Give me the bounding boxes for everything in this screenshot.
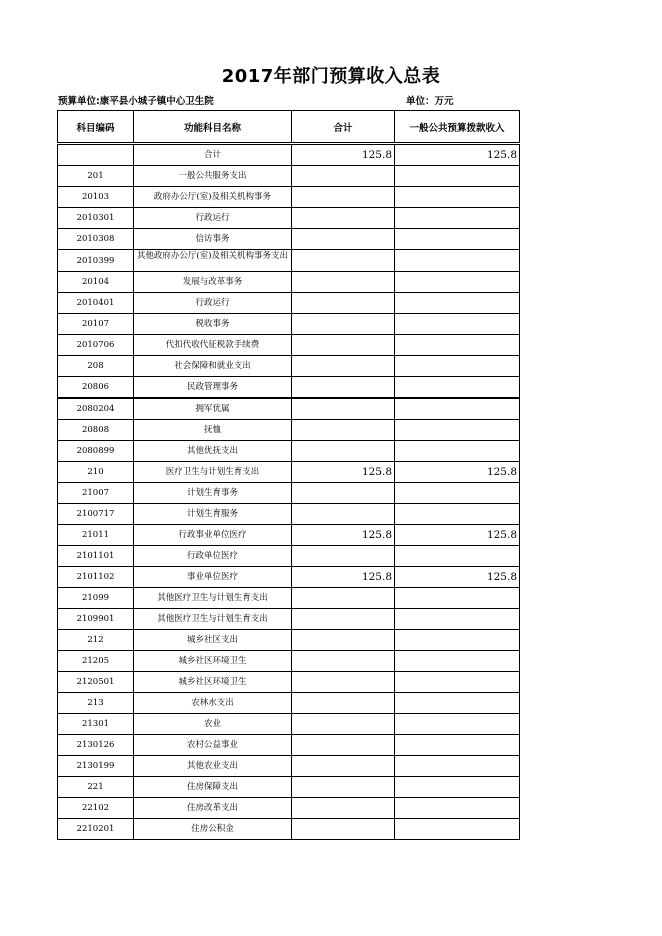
- row-name: 行政运行: [134, 208, 292, 229]
- row-total: 125.8: [292, 525, 395, 546]
- row-code: 2120501: [58, 672, 134, 693]
- row-general: [395, 293, 520, 314]
- row-code: 210: [58, 462, 134, 483]
- row-code: 208: [58, 356, 134, 377]
- row-general: 125.8: [395, 462, 520, 483]
- row-general: [395, 651, 520, 672]
- table-row: [58, 756, 520, 777]
- row-name: 一般公共服务支出: [134, 166, 292, 187]
- row-total: [292, 609, 395, 630]
- row-name: 信访事务: [134, 229, 292, 250]
- table-row: [58, 398, 520, 420]
- row-general: [395, 483, 520, 504]
- row-general: [395, 187, 520, 208]
- row-total: [292, 735, 395, 756]
- header-total: 合计: [292, 111, 395, 144]
- table-row: [58, 672, 520, 693]
- row-general: [395, 777, 520, 798]
- table-row: [58, 546, 520, 567]
- row-general: [395, 250, 520, 272]
- row-code: 2109901: [58, 609, 134, 630]
- header-name: 功能科目名称: [134, 111, 292, 144]
- row-general: [395, 672, 520, 693]
- row-name: 合计: [134, 144, 292, 166]
- row-code: 2010706: [58, 335, 134, 356]
- row-total: [292, 377, 395, 399]
- row-name: 农业: [134, 714, 292, 735]
- row-total: [292, 693, 395, 714]
- row-general: [395, 756, 520, 777]
- row-general: 125.8: [395, 567, 520, 588]
- table-row: [58, 798, 520, 819]
- row-name: 城乡社区环境卫生: [134, 651, 292, 672]
- row-total: [292, 714, 395, 735]
- table-row: [58, 609, 520, 630]
- row-name: 行政事业单位医疗: [134, 525, 292, 546]
- row-name: 行政单位医疗: [134, 546, 292, 567]
- row-general: [395, 819, 520, 840]
- row-general: [395, 588, 520, 609]
- table-row: [58, 630, 520, 651]
- row-code: 21099: [58, 588, 134, 609]
- table-row: [58, 693, 520, 714]
- table-row: [58, 166, 520, 187]
- row-general: [395, 735, 520, 756]
- budget-table: [57, 110, 520, 840]
- row-total: [292, 208, 395, 229]
- table-row: [58, 272, 520, 293]
- row-total: [292, 293, 395, 314]
- row-name: 住房公积金: [134, 819, 292, 840]
- row-name: 代扣代收代征税款手续费: [134, 335, 292, 356]
- row-general: [395, 420, 520, 441]
- row-name: 医疗卫生与计划生育支出: [134, 462, 292, 483]
- row-code: 20103: [58, 187, 134, 208]
- row-name: 农林水支出: [134, 693, 292, 714]
- row-general: [395, 714, 520, 735]
- row-total: [292, 335, 395, 356]
- row-code: 2130199: [58, 756, 134, 777]
- row-code: 21205: [58, 651, 134, 672]
- row-general: [395, 356, 520, 377]
- row-code: 2010399: [58, 250, 134, 272]
- row-code: 2080204: [58, 398, 134, 420]
- row-general: [395, 166, 520, 187]
- row-code: 221: [58, 777, 134, 798]
- row-total: 125.8: [292, 567, 395, 588]
- table-row: [58, 293, 520, 314]
- row-general: [395, 208, 520, 229]
- budget-unit-label: 预算单位:康平县小城子镇中心卫生院: [58, 96, 214, 107]
- row-name: 城乡社区环境卫生: [134, 672, 292, 693]
- row-code: 21301: [58, 714, 134, 735]
- row-name: 城乡社区支出: [134, 630, 292, 651]
- row-code: 2080899: [58, 441, 134, 462]
- row-general: [395, 546, 520, 567]
- row-general: [395, 693, 520, 714]
- row-total: 125.8: [292, 462, 395, 483]
- row-name: 计划生育服务: [134, 504, 292, 525]
- row-code: 20808: [58, 420, 134, 441]
- row-general: [395, 314, 520, 335]
- table-row: [58, 651, 520, 672]
- table-row: [58, 504, 520, 525]
- row-total: [292, 250, 395, 272]
- row-code: 213: [58, 693, 134, 714]
- table-row: [58, 420, 520, 441]
- row-code: 20806: [58, 377, 134, 399]
- row-name: 税收事务: [134, 314, 292, 335]
- row-name: 其他医疗卫生与计划生育支出: [134, 609, 292, 630]
- row-name: 农村公益事业: [134, 735, 292, 756]
- row-general: [395, 504, 520, 525]
- row-name: 其他政府办公厅(室)及相关机构事务支出: [134, 250, 292, 272]
- row-name: 计划生育事务: [134, 483, 292, 504]
- row-name: 发展与改革事务: [134, 272, 292, 293]
- row-total: [292, 777, 395, 798]
- row-code: 21007: [58, 483, 134, 504]
- row-general: 125.8: [395, 144, 520, 166]
- row-code: 20104: [58, 272, 134, 293]
- row-code: 2101102: [58, 567, 134, 588]
- row-general: [395, 798, 520, 819]
- row-code: 2010401: [58, 293, 134, 314]
- header-code: 科目编码: [58, 111, 134, 144]
- table-row: [58, 525, 520, 546]
- table-row: [58, 462, 520, 483]
- row-name: 民政管理事务: [134, 377, 292, 399]
- row-name: 事业单位医疗: [134, 567, 292, 588]
- row-total: [292, 819, 395, 840]
- row-total: [292, 651, 395, 672]
- row-code: 2010301: [58, 208, 134, 229]
- row-general: [395, 229, 520, 250]
- table-body: [58, 144, 520, 840]
- table-row: [58, 335, 520, 356]
- table-row: [58, 567, 520, 588]
- row-code: 20107: [58, 314, 134, 335]
- table-row: [58, 714, 520, 735]
- row-total: [292, 420, 395, 441]
- row-name: 住房保障支出: [134, 777, 292, 798]
- row-name: 拥军优属: [134, 398, 292, 420]
- row-name: 社会保障和就业支出: [134, 356, 292, 377]
- row-general: [395, 377, 520, 399]
- page-title: 2017年部门预算收入总表: [221, 66, 441, 87]
- row-total: [292, 504, 395, 525]
- row-general: [395, 441, 520, 462]
- table-row: [58, 314, 520, 335]
- row-total: [292, 672, 395, 693]
- table-row: [58, 819, 520, 840]
- row-general: [395, 609, 520, 630]
- row-total: [292, 630, 395, 651]
- table-row: [58, 588, 520, 609]
- row-name: 其他医疗卫生与计划生育支出: [134, 588, 292, 609]
- row-total: [292, 398, 395, 420]
- row-general: [395, 398, 520, 420]
- row-name: 抚恤: [134, 420, 292, 441]
- row-code: 2100717: [58, 504, 134, 525]
- row-name: 其他农业支出: [134, 756, 292, 777]
- table-row: [58, 229, 520, 250]
- row-total: 125.8: [292, 144, 395, 166]
- table-header-row: [58, 111, 520, 144]
- row-general: [395, 630, 520, 651]
- table-row: [58, 208, 520, 229]
- row-code: 2210201: [58, 819, 134, 840]
- row-code: [58, 144, 134, 166]
- table-row: [58, 735, 520, 756]
- table-row: [58, 356, 520, 377]
- row-total: [292, 588, 395, 609]
- row-total: [292, 229, 395, 250]
- row-code: 21011: [58, 525, 134, 546]
- row-total: [292, 798, 395, 819]
- table-row: [58, 144, 520, 166]
- row-total: [292, 314, 395, 335]
- table-row: [58, 483, 520, 504]
- header-general: 一般公共预算拨款收入: [395, 111, 520, 144]
- row-total: [292, 272, 395, 293]
- row-code: 2010308: [58, 229, 134, 250]
- table-row: [58, 250, 520, 272]
- row-total: [292, 166, 395, 187]
- row-total: [292, 356, 395, 377]
- row-name: 其他优抚支出: [134, 441, 292, 462]
- table-row: [58, 777, 520, 798]
- row-general: [395, 335, 520, 356]
- row-general: [395, 272, 520, 293]
- row-total: [292, 483, 395, 504]
- row-code: 212: [58, 630, 134, 651]
- row-code: 201: [58, 166, 134, 187]
- row-total: [292, 187, 395, 208]
- row-general: 125.8: [395, 525, 520, 546]
- row-total: [292, 441, 395, 462]
- row-name: 行政运行: [134, 293, 292, 314]
- table-row: [58, 377, 520, 399]
- currency-unit-label: 单位：万元: [406, 96, 454, 107]
- row-name: 住房改革支出: [134, 798, 292, 819]
- table-row: [58, 441, 520, 462]
- row-code: 2101101: [58, 546, 134, 567]
- row-code: 22102: [58, 798, 134, 819]
- row-total: [292, 756, 395, 777]
- row-total: [292, 546, 395, 567]
- table-row: [58, 187, 520, 208]
- row-code: 2130126: [58, 735, 134, 756]
- row-name: 政府办公厅(室)及相关机构事务: [134, 187, 292, 208]
